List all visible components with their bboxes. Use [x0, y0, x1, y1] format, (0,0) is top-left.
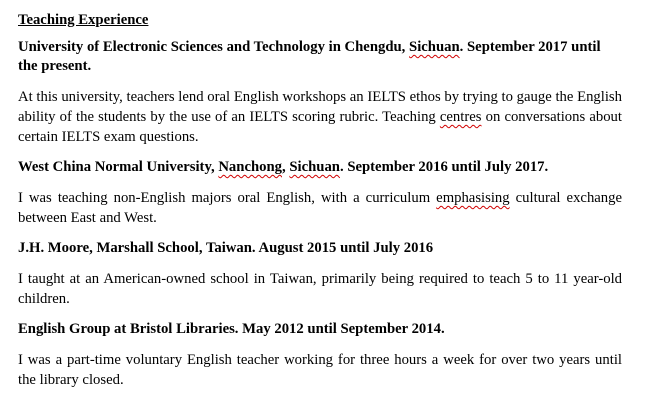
title-text: University of Electronic Sciences and Technology in Chengdu, — [18, 39, 410, 55]
spellcheck-flagged-word[interactable]: Sichuan — [409, 39, 460, 55]
entry-title-west-china — [18, 158, 622, 177]
entry-body-jh-moore: I taught at an American-owned school in Taiwan, primarily being required to teach 5 to 11 year-old children. — [18, 271, 622, 307]
spellcheck-flagged-word[interactable]: centres — [439, 109, 482, 125]
entry-body-uestc — [18, 87, 622, 147]
body-text: cultural exchange between East and West. — [18, 190, 623, 226]
title-text: , — [282, 159, 290, 175]
title-text: West China Normal University, — [18, 159, 219, 175]
body-text: I was teaching non-English majors oral English, with a curriculum — [18, 190, 437, 206]
spellcheck-flagged-word[interactable]: emphasising — [436, 190, 510, 206]
body-text: At this university, teachers lend oral English workshops an IELTS ethos by trying to gauge the English ability of the students by the use of an IELTS scoring rubric. Teaching — [18, 89, 622, 125]
body-text: on conversations about certain IELTS exam questions. — [18, 109, 622, 145]
title-text: . September 2016 until July 2017. — [339, 159, 549, 175]
spellcheck-flagged-word[interactable]: Nanchong — [218, 159, 282, 175]
title-text: . September 2017 until the present. — [18, 39, 601, 74]
entry-title-bristol: English Group at Bristol Libraries. May 2012 until September 2014. — [18, 321, 445, 337]
spellcheck-flagged-word[interactable]: Sichuan — [289, 159, 340, 175]
entry-body-bristol: I was a part-time voluntary English teacher working for three hours a week for over two years until the library closed. — [18, 352, 622, 388]
entry-title-jh-moore: J.H. Moore, Marshall School, Taiwan. August 2015 until July 2016 — [18, 240, 434, 256]
document-page — [18, 11, 622, 401]
entry-body-west-china — [18, 188, 622, 228]
entry-title-uestc — [18, 38, 622, 76]
section-heading: Teaching Experience — [18, 12, 149, 28]
